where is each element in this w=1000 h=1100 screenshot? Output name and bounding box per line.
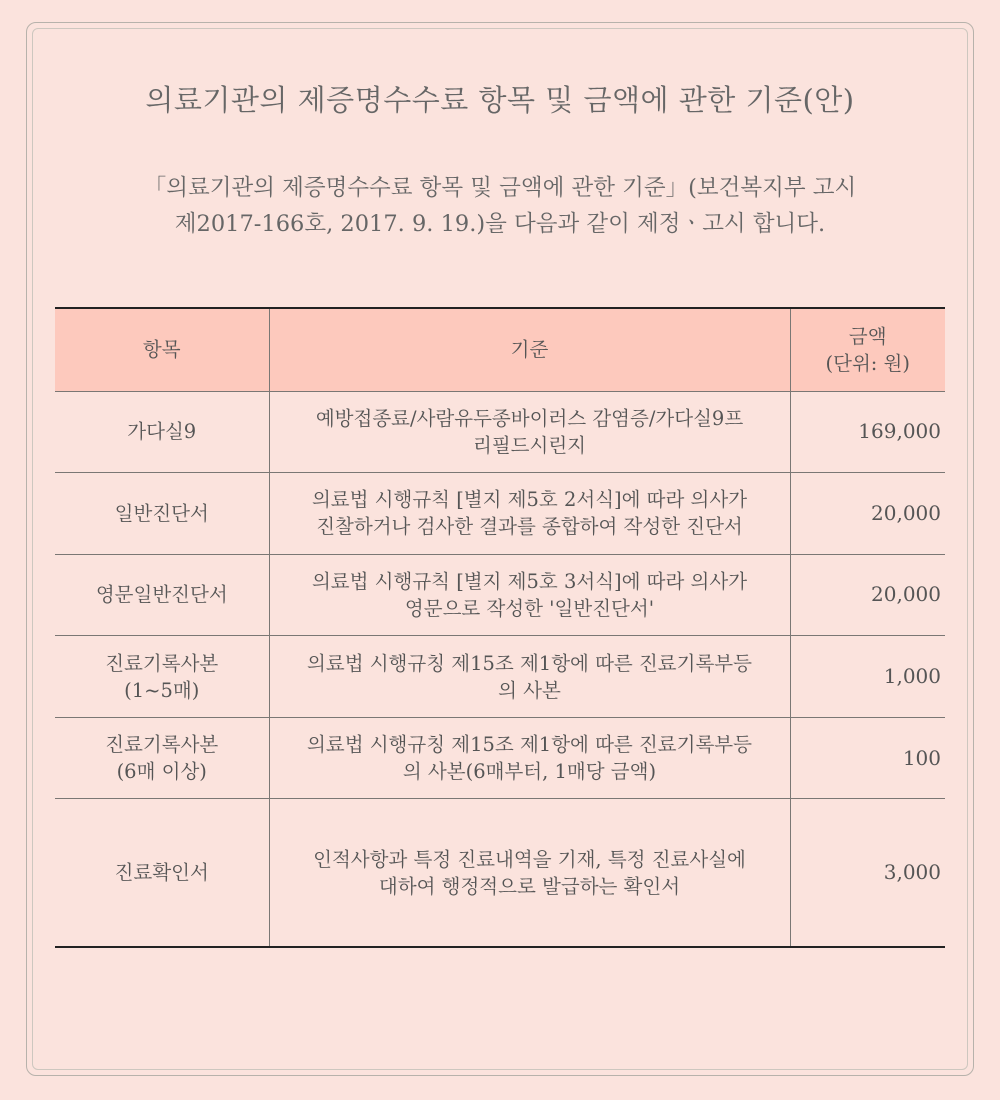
cell-item [55,391,269,473]
criteria-text: 의료법 시행규칭 제15조 제1항에 따른 진료기록부등 [307,651,752,675]
item-subtext: (6매 이상) [116,760,207,784]
criteria-text: 의료법 시행규칭 제15조 제1항에 따른 진료기록부등 [307,733,752,757]
cell-amount: 1,000 [790,636,945,718]
criteria-text: 진찰하거나 검사한 결과를 종합하여 작성한 진단서 [316,515,743,539]
table-header-row [55,308,945,391]
cell-amount: 100 [790,717,945,799]
table-row [55,473,945,555]
intro-line-2: 제2017-166호, 2017. 9. 19.)을 다음과 같이 제정ㆍ고시 합니다. [174,211,826,237]
cell-item [55,636,269,718]
header-item: 항목 [55,308,269,391]
header-amount-unit: (단위: 원) [825,351,910,375]
header-criteria: 기준 [269,308,790,391]
cell-criteria [269,799,790,947]
table-row [55,554,945,636]
criteria-text: 리필드시린지 [472,433,587,457]
cell-criteria [269,554,790,636]
header-amount-label: 금액 [848,324,887,348]
fee-table [55,307,945,948]
intro-line-1: 「의료기관의 제증명수수료 항목 및 금액에 관한 기준」(보건복지부 고시 [143,175,857,201]
criteria-text: 의 사본(6매부터, 1매당 금액) [402,760,657,784]
header-amount [790,308,945,391]
cell-amount: 3,000 [790,799,945,947]
item-text: 가다실9 [127,420,197,444]
item-text: 진료기록사본 [105,733,219,757]
cell-criteria [269,717,790,799]
criteria-text: 대하여 행정적으로 발급하는 확인서 [378,874,681,898]
cell-criteria [269,473,790,555]
criteria-text: 영문으로 작성한 '일반진단서' [404,596,655,620]
table-row [55,799,945,947]
item-subtext: (1~5매) [124,678,200,702]
cell-amount: 20,000 [790,473,945,555]
notice-intro [100,170,900,242]
criteria-text: 의 사본 [498,678,561,702]
cell-item [55,473,269,555]
criteria-text: 의료법 시행규칙 [별지 제5호 3서식]에 따라 의사가 [311,569,748,593]
table-row [55,391,945,473]
criteria-text: 인적사항과 특정 진료내역을 기재, 특정 진료사실에 [313,847,746,871]
cell-criteria [269,391,790,473]
cell-item [55,554,269,636]
item-text: 영문일반진단서 [95,583,228,607]
notice-title: 의료기관의 제증명수수료 항목 및 금액에 관한 기준(안) [145,83,855,117]
cell-item [55,799,269,947]
cell-criteria [269,636,790,718]
table-row [55,717,945,799]
criteria-text: 의료법 시행규칙 [별지 제5호 2서식]에 따라 의사가 [311,488,748,512]
item-text: 일반진단서 [114,501,209,525]
table-row [55,636,945,718]
cell-amount: 20,000 [790,554,945,636]
item-text: 진료기록사본 [105,651,219,675]
item-text: 진료확인서 [114,861,209,885]
cell-item [55,717,269,799]
criteria-text: 예방접종료/사람유두종바이러스 감염증/가다실9프 [315,406,744,430]
cell-amount: 169,000 [790,391,945,473]
